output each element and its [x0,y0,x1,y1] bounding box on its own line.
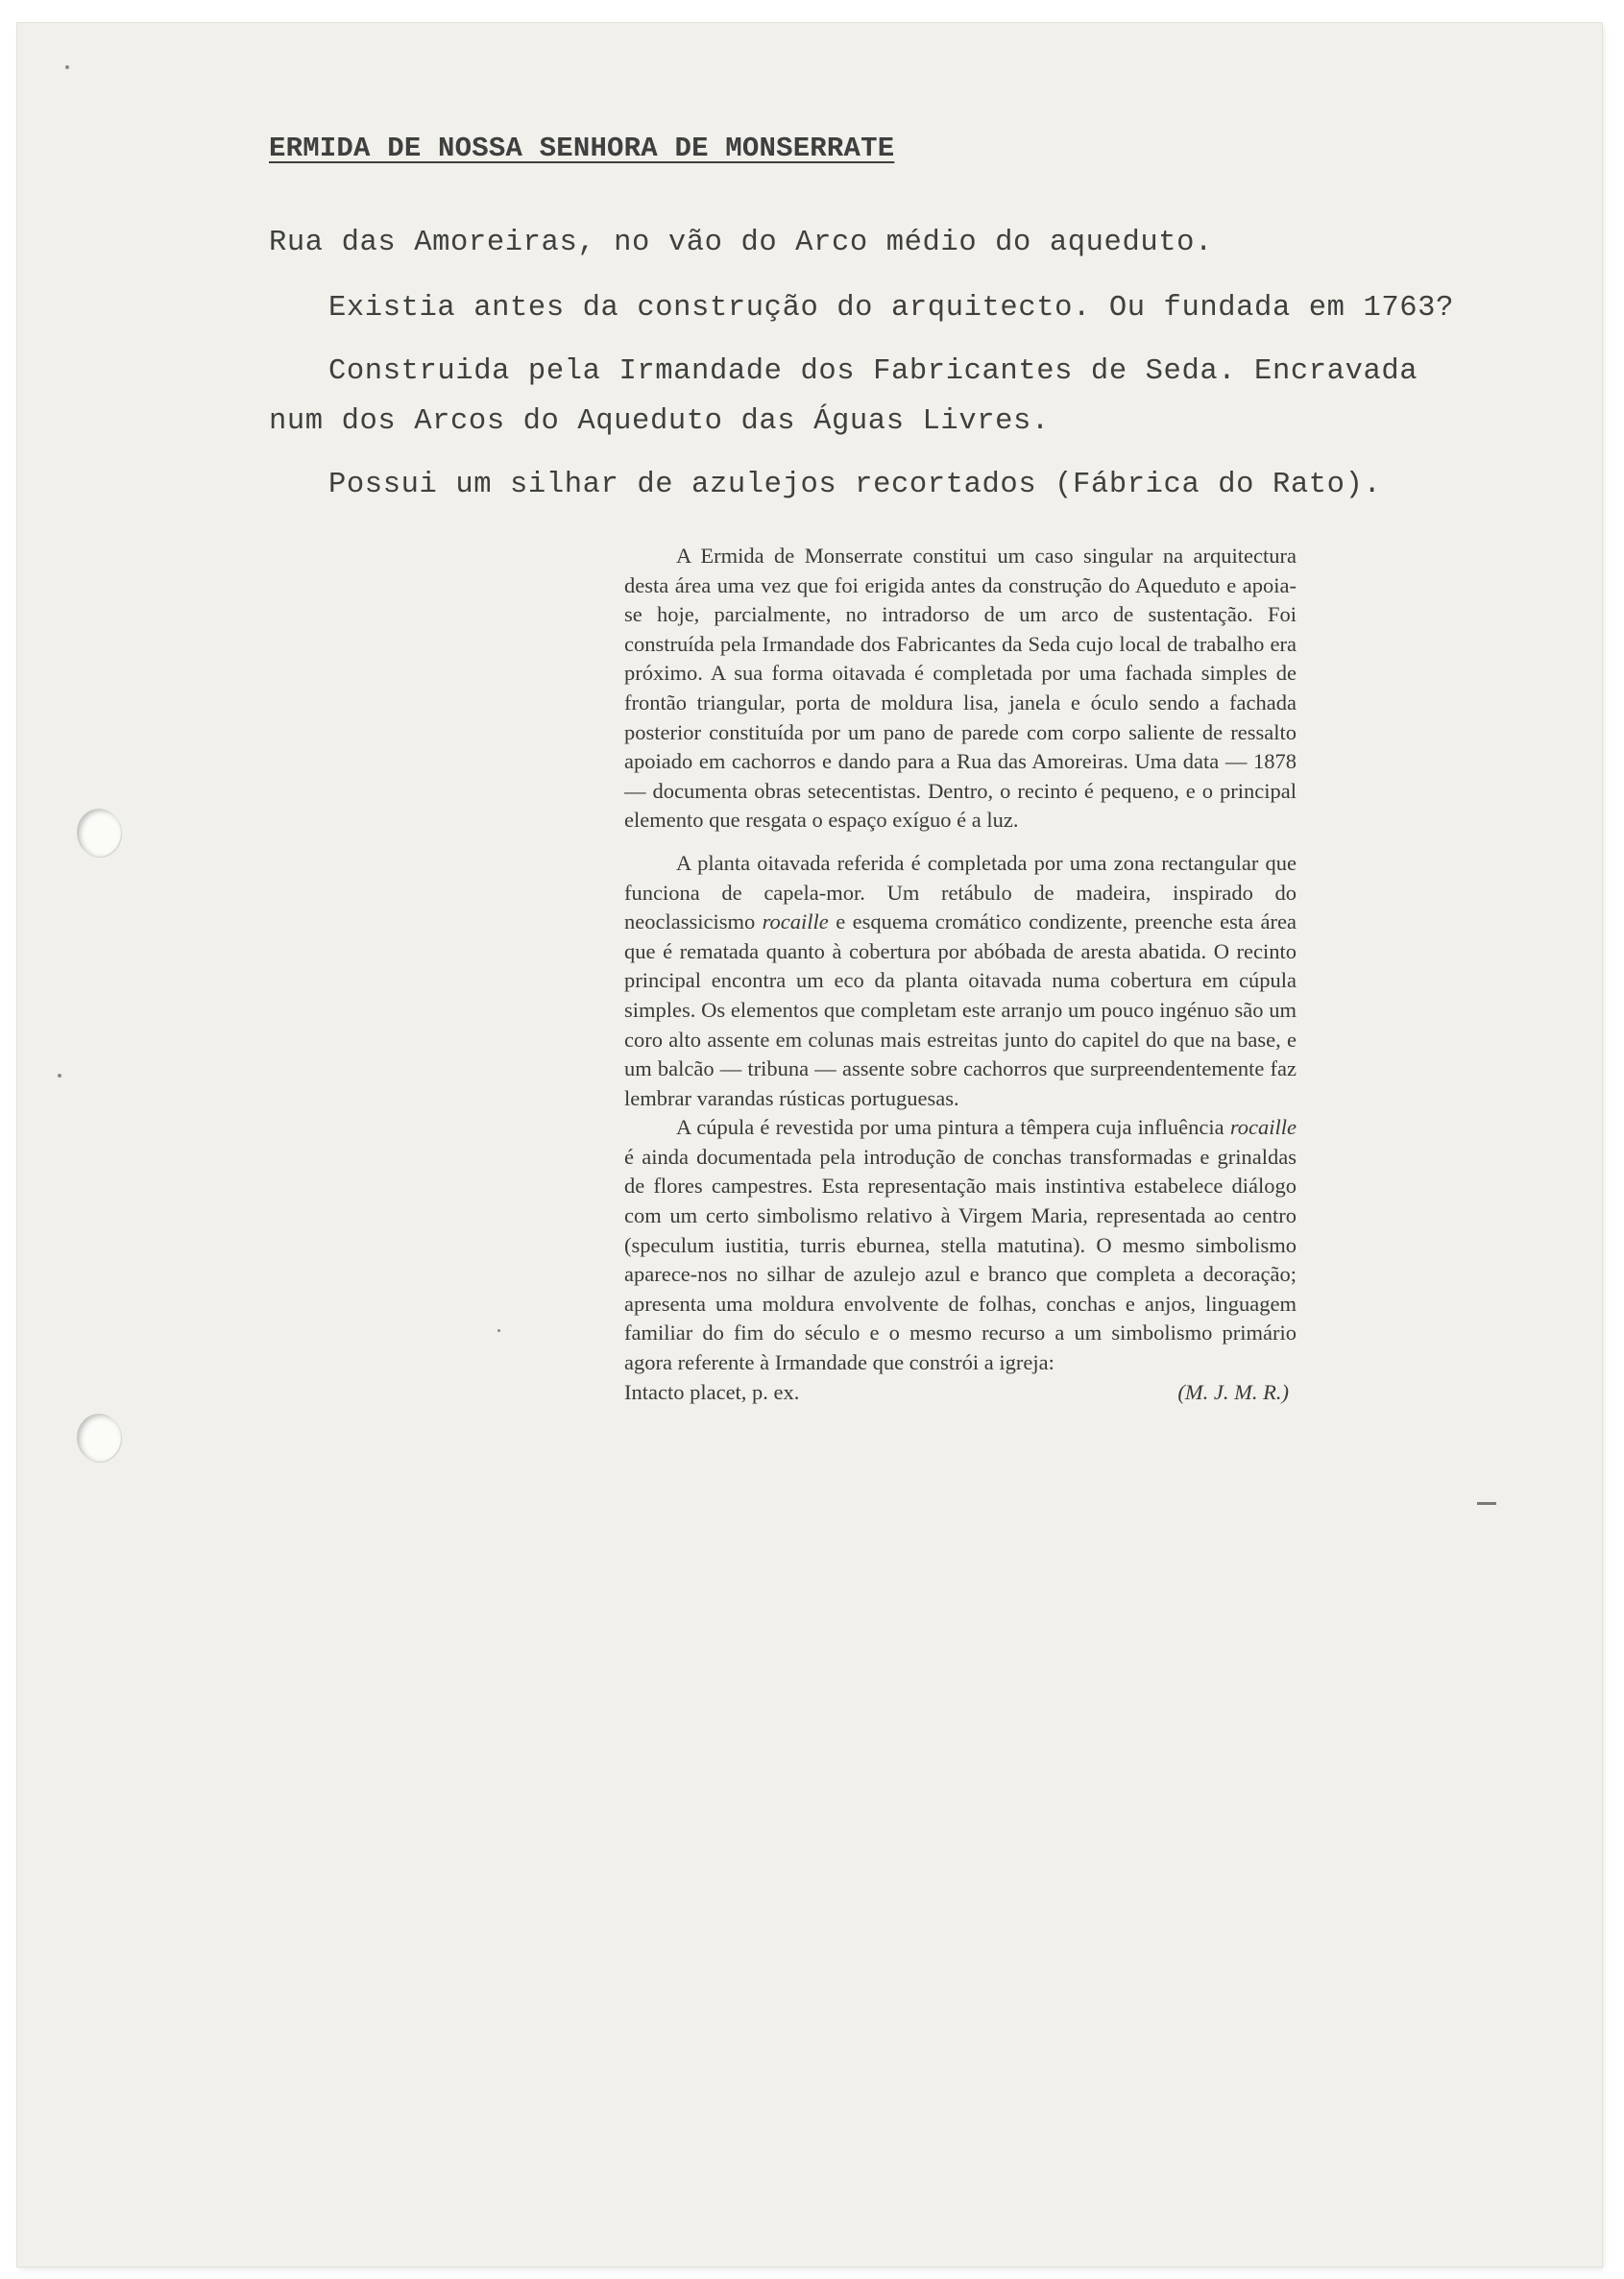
paper-speck [65,65,69,69]
paragraph-2-italic-term: rocaille [762,909,829,934]
printed-article [624,542,1297,1407]
article-paragraph-3 [624,1113,1297,1377]
document-title: ERMIDA DE NOSSA SENHORA DE MONSERRATE [269,133,895,164]
paragraph-3-text-b: é ainda documentada pela introdução de conchas transformadas e grinaldas de flores campestres. Esta representação mais instintiva estabelece diálogo com um certo simbolismo relativo à Virgem Maria, representada ao centro (speculum iustitia, turris eburnea, stella matutina). O mesmo simbolismo aparece-nos no silhar de azulejo azul e branco que completa a decoração; apresenta uma moldura envolvente de folhas, conchas e anjos, linguagem familiar do fim do século e o mesmo recurso a um simbolismo primário agora referente à Irmandade que constrói a igreja: [624,1144,1297,1375]
closing-phrase: Intacto placet, p. ex. [624,1379,800,1404]
paper-speck [497,1329,500,1332]
typed-line-origin: Existia antes da construção do arquitecto. Ou fundada em 1763? [328,292,1454,325]
author-signature: (M. J. M. R.) [1177,1379,1289,1404]
article-paragraph-2 [624,849,1297,1113]
closing-line [624,1378,1297,1408]
typed-line-address: Rua das Amoreiras, no vão do Arco médio do aqueduto. [269,227,1213,259]
paragraph-3-text-a: A cúpula é revestida por uma pintura a têmpera cuja influência [676,1115,1230,1140]
article-paragraph-1: A Ermida de Monserrate constitui um caso singular na arquitectura desta área uma vez que foi erigida antes da construção do Aqueduto e apoia-se hoje, parcialmente, no intradorso de um arco de sustentação. Foi construída pela Irmandade dos Fabricantes da Seda cujo local de trabalho era próximo. A sua forma oitavada é completada por uma fachada simples de frontão triangular, porta de moldura lisa, janela e óculo sendo a fachada posterior constituída por um pano de parede com corpo saliente de ressalto apoiado em cachorros e dando para a Rua das Amoreiras. Uma data — 1878 — documenta obras setecentistas. Dentro, o recinto é pequeno, e o principal elemento que resgata o espaço exíguo é a luz. [624,544,1297,833]
punch-hole-bottom [77,1414,121,1462]
typed-line-arches: num dos Arcos do Aqueduto das Águas Livres. [269,405,1050,438]
paragraph-3-italic-term: rocaille [1229,1115,1297,1140]
paragraph-2-text-a: A planta oitavada referida é completada por uma zona rectangular que funciona de capela-mor. Um retábulo de madeira, inspirado do neoclassicismo [624,850,1297,934]
paper-speck [58,1074,61,1078]
document-page [17,23,1602,2267]
margin-mark [1477,1502,1496,1505]
paragraph-2-text-b: e esquema cromático condizente, preenche esta área que é rematada quanto à cobertura por abóbada de aresta abatida. O recinto principal encontra um eco da planta oitavada numa cobertura em cúpula simples. Os elementos que completam este arranjo um pouco ingénuo são um coro alto assente em colunas mais estreitas junto do capitel do que na base, e um balcão — tribuna — assente sobre cachorros que surpreendentemente faz lembrar varandas rústicas portuguesas. [624,909,1297,1110]
typed-line-construction: Construida pela Irmandade dos Fabricantes de Seda. Encravada [328,355,1418,388]
punch-hole-top [77,809,121,857]
typed-line-azulejos: Possui um silhar de azulejos recortados (Fábrica do Rato). [328,469,1382,501]
